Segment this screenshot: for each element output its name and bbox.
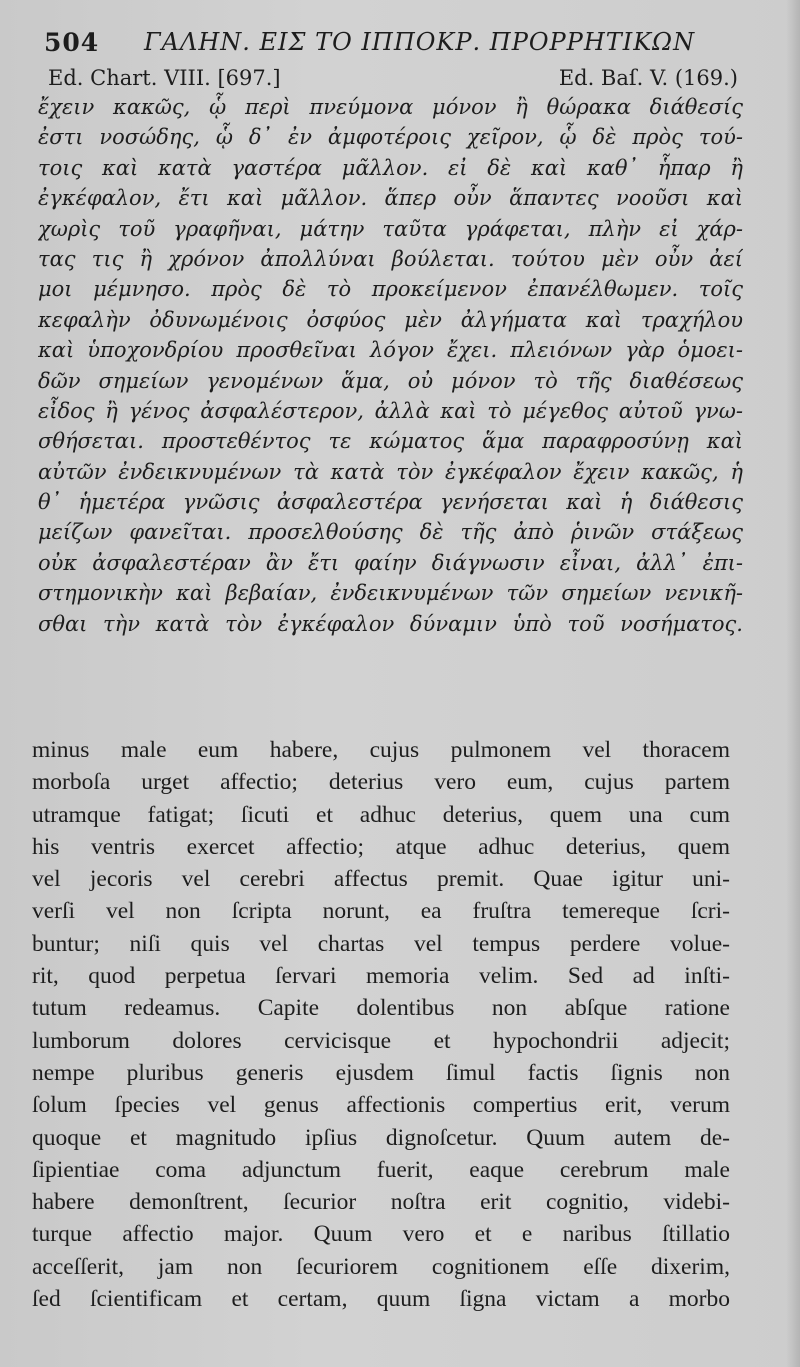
running-head [44,28,724,62]
latin-line: verſi vel non ſcripta norunt, ea fruſtra temereque ſcri- [32,898,730,925]
page-number: 504 [44,28,100,57]
greek-line: σθήσεται. προστεθέντος τε κώματος ἅμα παραφροσύνῃ καὶ [38,429,743,454]
latin-line: utramque fatigat; ſicuti et adhuc deterius, quem una cum [32,801,730,828]
latin-line: habere demonſtrent, ſecurior noſtra erit cognitio, videbi- [32,1189,730,1216]
latin-line: quoque et magnitudo ipſius dignoſcetur. Quum autem de- [32,1124,730,1151]
latin-line: buntur; niſi quis vel chartas vel tempus perdere volue- [32,930,730,957]
greek-line: τας τις ἢ χρόνον ἀπολλύναι βούλεται. τούτου μὲν οὖν ἀεί [38,246,743,271]
edition-basel-reference: Ed. Baſ. V. (169.) [558,66,738,90]
page-edge-shadow [786,0,800,1367]
greek-line: χωρὶς τοῦ γραφῆναι, μάτην ταῦτα γράφεται, πλὴν εἰ χάρ- [38,216,743,241]
latin-line: his ventris exercet affectio; atque adhuc deterius, quem [32,833,730,860]
greek-line: μοι μέμνησο. πρὸς δὲ τὸ προκείμενον ἐπανέλθωμεν. τοῖς [38,277,743,302]
greek-line: δῶν σημείων γενομένων ἅμα, οὐ μόνον τὸ τῆς διαθέσεως [38,368,743,393]
greek-text-block [38,92,743,639]
latin-line: lumborum dolores cervicisque et hypochondrii adjecit; [32,1027,730,1054]
latin-line: ſolum ſpecies vel genus affectionis compertius erit, verum [32,1092,730,1119]
greek-line: οὐκ ἀσφαλεστέραν ἂν ἔτι φαίην διάγνωσιν εἶναι, ἀλλ᾽ ἐπι- [38,550,743,575]
greek-line: σθαι τὴν κατὰ τὸν ἐγκέφαλον δύναμιν ὑπὸ τοῦ νοσήματος. [38,611,743,636]
greek-line: τοις καὶ κατὰ γαστέρα μᾶλλον. εἰ δὲ καὶ καθ᾽ ἧπαρ ἢ [38,155,743,180]
latin-line: vel jecoris vel cerebri affectus premit. Quae igitur uni- [32,866,730,893]
latin-line: ſipientiae coma adjunctum fuerit, eaque cerebrum male [32,1156,730,1183]
greek-line: ἐστι νοσώδης, ᾧ δ᾽ ἐν ἀμφοτέροις χεῖρον, ᾧ δὲ πρὸς τού- [38,125,743,150]
greek-line: μείζων φανεῖται. προσελθούσης δὲ τῆς ἀπὸ ῥινῶν στάξεως [38,520,743,545]
edition-reference-line [48,66,738,92]
latin-line: ſed ſcientificam et certam, quum ſigna victam a morbo [32,1286,730,1313]
running-title: ΓΑΛΗΝ. ΕΙΣ ΤΟ ΙΠΠΟΚΡ. ΠΡΟΡΡΗΤΙΚΩΝ [144,28,696,56]
latin-line: acceſſerit, jam non ſecuriorem cognitionem eſſe dixerim, [32,1253,730,1280]
latin-line: turque affectio major. Quum vero et e naribus ſtillatio [32,1221,730,1248]
greek-line: καὶ ὑποχονδρίου προσθεῖναι λόγον ἔχει. πλειόνων γὰρ ὁμοει- [38,338,743,363]
greek-line: ἔχειν κακῶς, ᾧ περὶ πνεύμονα μόνον ἢ θώρακα διάθεσίς [38,95,743,119]
latin-line: rit, quod perpetua ſervari memoria velim. Sed ad inſti- [32,963,730,990]
greek-line: κεφαλὴν ὀδυνωμένοις ὀσφύος μὲν ἀλγήματα καὶ τραχήλου [38,307,743,332]
latin-line: tutum redeamus. Capite dolentibus non abſque ratione [32,995,730,1022]
greek-line: αὐτῶν ἐνδεικνυμένων τὰ κατὰ τὸν ἐγκέφαλον ἔχειν κακῶς, ἡ [38,459,743,484]
latin-line: nempe pluribus generis ejusdem ſimul factis ſignis non [32,1059,730,1086]
greek-line: εἶδος ἢ γένος ἀσφαλέστερον, ἀλλὰ καὶ τὸ μέγεθος αὐτοῦ γνω- [38,398,743,423]
edition-chart-reference: Ed. Chart. VIII. [697.] [48,66,281,90]
latin-line: minus male eum habere, cujus pulmonem vel thoracem [32,737,730,763]
latin-line: morboſa urget affectio; deterius vero eum, cujus partem [32,769,730,796]
greek-line: στημονικὴν καὶ βεβαίαν, ἐνδεικνυμένων τῶν σημείων νενικῆ- [38,581,743,606]
greek-line: ἐγκέφαλον, ἔτι καὶ μᾶλλον. ἅπερ οὖν ἅπαντες νοοῦσι καὶ [38,186,743,211]
latin-text-block [32,734,730,1315]
greek-line: θ᾽ ἡμετέρα γνῶσις ἀσφαλεστέρα γενήσεται καὶ ἡ διάθεσις [38,490,743,515]
